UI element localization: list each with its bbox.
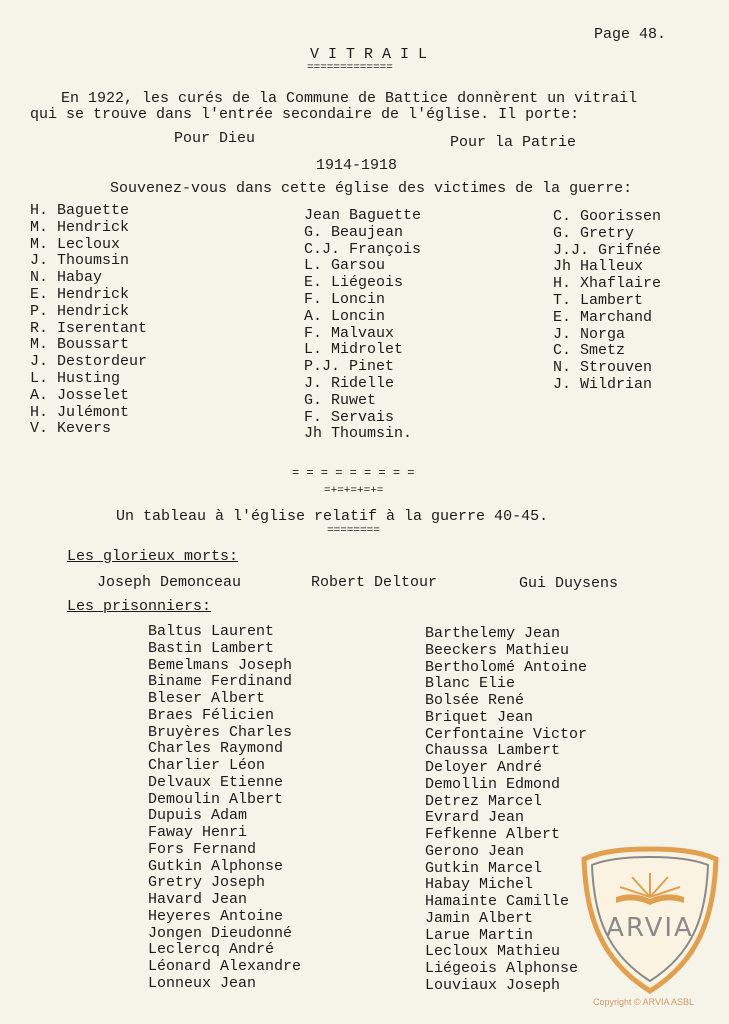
victims-column-1 <box>30 203 147 438</box>
prisonnier-name: Gretry Joseph <box>148 874 266 892</box>
prisonnier-name: Fors Fernand <box>148 840 257 858</box>
victim-name: N. Strouven <box>553 359 653 377</box>
tableau-line: Un tableau à l'église relatif à la guerre 40-45. <box>116 508 549 525</box>
prisonnier-name: Deloyer André <box>425 759 543 776</box>
prisonnier-name: Evrard Jean <box>425 809 525 827</box>
victims-column-2 <box>304 208 421 443</box>
prisonniers-column-2 <box>425 626 587 995</box>
victim-name: R. Iserentant <box>30 319 148 337</box>
motto-right: Pour la Patrie <box>450 134 577 151</box>
mort-name: Joseph Demonceau <box>97 574 242 591</box>
mort-name: Robert Deltour <box>311 574 438 591</box>
prisonnier-name: Demollin Edmond <box>425 775 561 793</box>
prisonnier-name: Chaussa Lambert <box>425 742 561 760</box>
victim-name: F. Servais <box>304 408 395 426</box>
prisonnier-name: Bemelmans Joseph <box>148 656 293 674</box>
victim-name: N. Habay <box>30 269 103 287</box>
page-number: Page 48. <box>594 26 667 43</box>
victim-name: G. Gretry <box>553 224 635 242</box>
prisonnier-name: Léonard Alexandre <box>148 958 302 975</box>
victim-name: E. Liégeois <box>304 274 404 292</box>
prisonnier-name: Cerfontaine Victor <box>425 725 588 743</box>
victim-name: Jh Thoumsin. <box>304 425 413 443</box>
prisonnier-name: Lonneux Jean <box>148 974 257 992</box>
souvenez-line: Souvenez-vous dans cette église des victimes de la guerre: <box>110 180 633 197</box>
prisonnier-name: Bruyères Charles <box>148 723 293 741</box>
victim-name: J. Norga <box>553 325 626 343</box>
prisonnier-name: Demoulin Albert <box>148 790 284 808</box>
arvia-logo <box>580 845 720 1015</box>
victim-name: C. Goorissen <box>553 208 662 225</box>
prisonnier-name: Bertholomé Antoine <box>425 658 588 676</box>
intro-line-1: En 1922, les curés de la Commune de Battice donnèrent un vitrail <box>61 90 638 107</box>
victim-name: Jean Baguette <box>304 207 422 224</box>
morts-heading: Les glorieux morts: <box>67 548 239 565</box>
victim-name: J. Thoumsin <box>30 252 130 270</box>
page-title: V I T R A I L <box>310 46 428 63</box>
prisonnier-name: Braes Félicien <box>148 706 275 724</box>
prisonnier-name: Charles Raymond <box>148 740 284 758</box>
victim-name: H. Xhaflaire <box>553 275 662 293</box>
prisonnier-name: Detrez Marcel <box>425 792 543 810</box>
victim-name: F. Malvaux <box>304 324 395 342</box>
victim-name: C. Smetz <box>553 342 626 360</box>
victim-name: A. Josselet <box>30 386 130 404</box>
victim-name: F. Loncin <box>304 290 386 308</box>
victim-name: C.J. François <box>304 240 422 258</box>
victim-name: L. Midrolet <box>304 341 404 359</box>
prisonnier-name: Biname Ferdinand <box>148 673 293 691</box>
prisonnier-name: Louviaux Joseph <box>425 976 561 994</box>
victim-name: M. Boussart <box>30 336 130 354</box>
prisonnier-name: Bastin Lambert <box>148 639 275 657</box>
prisonnier-name: Barthelemy Jean <box>425 625 561 642</box>
prisonnier-name: Faway Henri <box>148 824 248 841</box>
motto-left: Pour Dieu <box>174 130 256 147</box>
prisonnier-name: Baltus Laurent <box>148 623 275 640</box>
prisonnier-name: Gutkin Marcel <box>425 859 543 877</box>
victim-name: P. Hendrick <box>30 302 130 320</box>
victim-name: Jh Halleux <box>553 258 644 276</box>
separator-line-1: = = = = = = = = = <box>292 466 415 480</box>
prisonnier-name: Liégeois Alphonse <box>425 960 579 977</box>
victim-name: G. Beaujean <box>304 223 404 241</box>
victim-name: H. Julémont <box>30 403 130 421</box>
prisonniers-heading: Les prisonniers: <box>67 598 212 615</box>
logo-text: ARVIA <box>606 913 694 943</box>
victim-name: E. Marchand <box>553 308 653 326</box>
victim-name: P.J. Pinet <box>304 358 395 376</box>
victim-name: M. Lecloux <box>30 235 121 253</box>
prisonnier-name: Hamainte Camille <box>425 893 570 910</box>
prisonnier-name: Jamin Albert <box>425 909 534 927</box>
mort-name: Gui Duysens <box>519 575 619 592</box>
prisonnier-name: Blanc Elie <box>425 675 516 693</box>
prisonnier-name: Fefkenne Albert <box>425 826 561 843</box>
prisonnier-name: Gutkin Alphonse <box>148 857 284 875</box>
prisonnier-name: Jongen Dieudonné <box>148 924 293 942</box>
victim-name: J.J. Grifnée <box>553 241 662 259</box>
prisonnier-name: Briquet Jean <box>425 708 534 726</box>
prisonnier-name: Heyeres Antoine <box>148 907 284 925</box>
prisonnier-name: Bolsée René <box>425 692 525 709</box>
prisonnier-name: Dupuis Adam <box>148 807 248 825</box>
victim-name: L. Husting <box>30 369 121 387</box>
separator-line-2: =+=+=+=+= <box>324 485 384 497</box>
prisonnier-name: Gerono Jean <box>425 842 525 860</box>
prisonnier-name: Havard Jean <box>148 891 248 908</box>
tableau-rule: ======== <box>327 525 380 537</box>
victim-name: M. Hendrick <box>30 218 130 236</box>
copyright-notice: Copyright © ARVIA ASBL <box>593 997 695 1007</box>
years: 1914-1918 <box>316 157 398 174</box>
prisonniers-column-1 <box>148 624 301 993</box>
victim-name: T. Lambert <box>553 291 644 309</box>
prisonnier-name: Delvaux Etienne <box>148 773 284 791</box>
prisonnier-name: Beeckers Mathieu <box>425 641 570 659</box>
victim-name: A. Loncin <box>304 307 386 325</box>
prisonnier-name: Habay Michel <box>425 876 534 894</box>
prisonnier-name: Lecloux Mathieu <box>425 943 561 961</box>
victims-column-3 <box>553 209 661 394</box>
victim-name: J. Ridelle <box>304 374 395 392</box>
victim-name: J. Destordeur <box>30 353 148 371</box>
prisonnier-name: Charlier Léon <box>148 757 266 774</box>
victim-name: L. Garsou <box>304 257 386 275</box>
prisonnier-name: Bleser Albert <box>148 690 266 707</box>
victim-name: H. Baguette <box>30 202 130 219</box>
victim-name: J. Wildrian <box>553 375 653 393</box>
prisonnier-name: Leclercq André <box>148 941 275 959</box>
title-rule: ============= <box>307 62 393 74</box>
victim-name: E. Hendrick <box>30 285 130 303</box>
intro-line-2: qui se trouve dans l'entrée secondaire de l'église. Il porte: <box>30 106 580 123</box>
victim-name: V. Kevers <box>30 420 112 438</box>
prisonnier-name: Larue Martin <box>425 926 534 944</box>
victim-name: G. Ruwet <box>304 391 377 409</box>
